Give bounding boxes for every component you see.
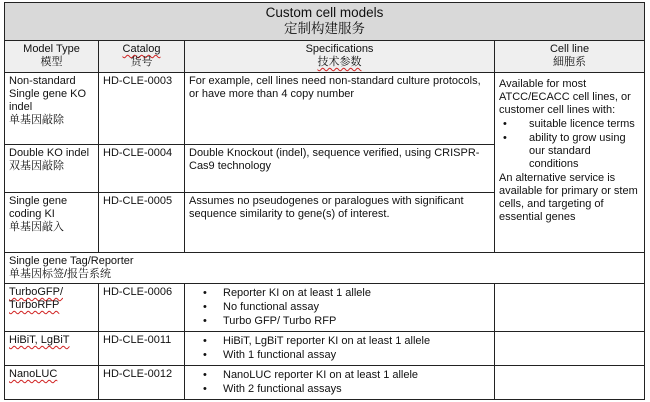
model-cell: NanoLUC xyxy=(5,366,99,400)
catalog-cell: HD-CLE-0012 xyxy=(99,366,185,400)
spec-cell xyxy=(185,332,495,366)
cell-line-cell xyxy=(495,73,645,253)
list-item: • suitable licence terms xyxy=(503,118,640,131)
spec-cell: Assumes no pseudogenes or paralogues with significant sequence similarity to gene(s) of interest. xyxy=(185,193,495,253)
model-cell: TurboGFP/ TurboRFP xyxy=(5,284,99,332)
catalog-cell: HD-CLE-0005 xyxy=(99,193,185,253)
list-item: • HiBiT, LgBiT reporter KI on at least 1 allele xyxy=(203,335,490,348)
table-row xyxy=(5,73,645,145)
cell-line-intro: Available for most ATCC/ECACC cell lines, or customer cell lines with: xyxy=(499,78,631,116)
list-item: • Turbo GFP/ Turbo RFP xyxy=(203,315,490,328)
spec-cell: Double Knockout (indel), sequence verified, using CRISPR-Cas9 technology xyxy=(185,145,495,193)
list-item: • With 1 functional assay xyxy=(203,349,490,362)
list-item: • No functional assay xyxy=(203,301,490,314)
model-cell: Non-standard Single gene KO indel 单基因敲除 xyxy=(5,73,99,145)
catalog-cell: HD-CLE-0006 xyxy=(99,284,185,332)
table-title xyxy=(5,3,645,41)
header-row xyxy=(5,41,645,73)
list-item: • With 2 functional assays xyxy=(203,383,490,396)
spec-list xyxy=(189,335,490,362)
empty-cell xyxy=(495,366,645,400)
spec-cell: For example, cell lines need non-standard culture protocols, or have more than 4 copy number xyxy=(185,73,495,145)
header-cell-line: Cell line 細胞系 xyxy=(495,41,645,73)
empty-cell xyxy=(495,332,645,366)
catalog-cell: HD-CLE-0003 xyxy=(99,73,185,145)
table-row xyxy=(5,366,645,400)
table-row xyxy=(5,284,645,332)
title-row xyxy=(5,3,645,41)
model-cell: Double KO indel 双基因敲除 xyxy=(5,145,99,193)
model-cell: Single gene coding KI 单基因敲入 xyxy=(5,193,99,253)
tag-section-title: Single gene Tag/Reporter 单基因标签/报告系统 xyxy=(5,253,645,284)
header-catalog: Catalog 货号 xyxy=(99,41,185,73)
cell-line-list xyxy=(499,118,640,171)
header-model-type: Model Type 模型 xyxy=(5,41,99,73)
empty-cell xyxy=(495,284,645,332)
title-zh: 定制构建服务 xyxy=(284,21,366,36)
list-item: • Reporter KI on at least 1 allele xyxy=(203,287,490,300)
spec-cell xyxy=(185,284,495,332)
table-row xyxy=(5,332,645,366)
cell-line-alternative: An alternative service is available for primary or stem cells, and targeting of essential genes xyxy=(499,172,638,223)
tag-section-row xyxy=(5,253,645,284)
list-item: • ability to grow using our standard conditions xyxy=(503,132,640,171)
catalog-cell: HD-CLE-0004 xyxy=(99,145,185,193)
title-en: Custom cell models xyxy=(265,5,384,20)
spec-list xyxy=(189,369,490,396)
header-specifications: Specifications 技术参数 xyxy=(185,41,495,73)
custom-cell-models-table xyxy=(4,2,645,400)
catalog-cell: HD-CLE-0011 xyxy=(99,332,185,366)
spec-cell xyxy=(185,366,495,400)
model-cell: HiBiT, LgBiT xyxy=(5,332,99,366)
list-item: • NanoLUC reporter KI on at least 1 allele xyxy=(203,369,490,382)
spec-list xyxy=(189,287,490,328)
